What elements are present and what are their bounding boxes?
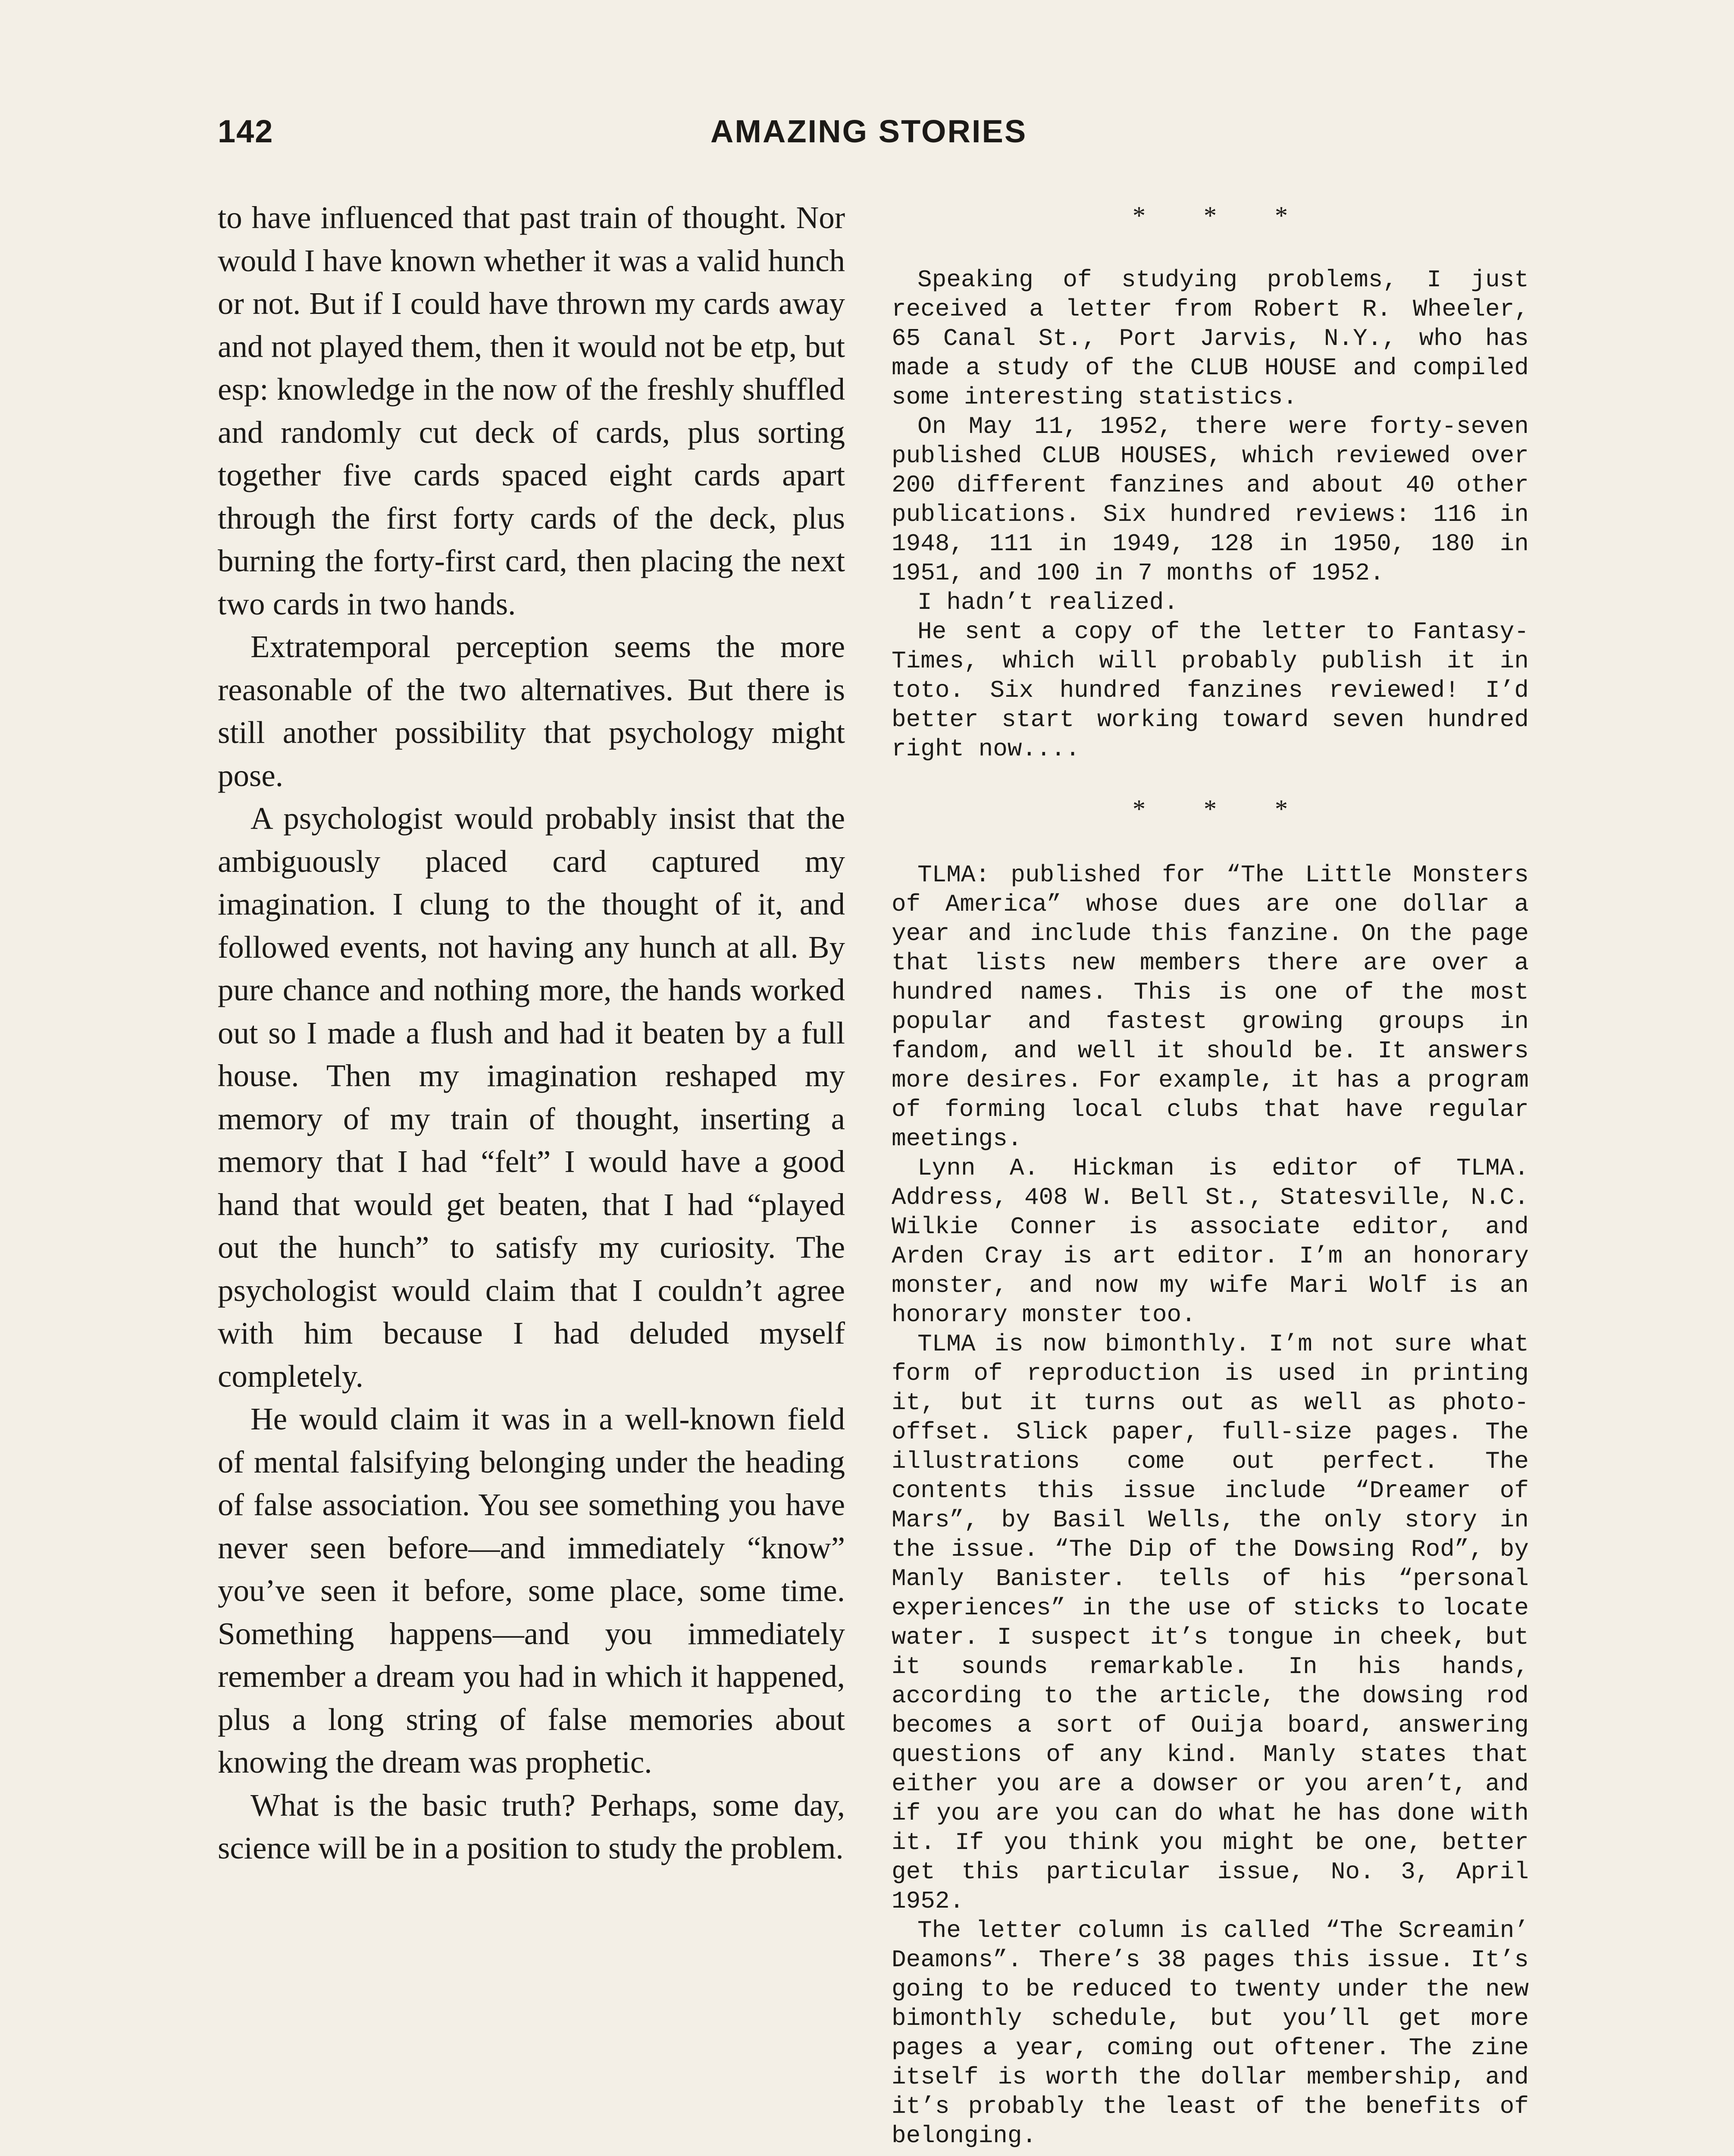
paragraph: On May 11, 1952, there were forty-seven published CLUB HOUSES, which reviewed over 200 different fanzines and about 40 other publications. Six hundred reviews: 116 in 1948, 111 in 1949, 128 in 1950, 180 in 1951, and 100 in 7 months of 1952. xyxy=(892,413,1529,587)
paragraph: TLMA is now bimonthly. I’m not sure what form of reproduction is used in printing it, but it turns out as well as photo-offset. Slick paper, full-size pages. The illustrations come out perfect. The contents this issue include “Dreamer of Mars”, by Basil Wells, the only story in the issue. “The Dip of the Dowsing Rod”, by Manly Banister. tells of his “personal experiences” in the use of sticks to locate water. I suspect it’s tongue in cheek, but it sounds remarkable. In his hands, according to the article, the dowsing rod becomes a sort of Ouija board, answering questions of any kind. Manly states that either you are a dowser or you aren’t, and if you are you can do what he has done with it. If you think you might be one, better get this particular issue, No. 3, April 1952. xyxy=(892,1330,1529,1915)
page-number: 142 xyxy=(218,113,274,149)
paragraph: The letter column is called “The Screamin’ Deamons”. There’s 38 pages this issue. It’s going to be reduced to twenty under the new bimonthly schedule, but you’ll get more pages a year, coming out oftener. The zine itself is worth the dollar membership, and it’s probably the least of the benefits of belonging. xyxy=(892,1917,1529,2150)
paragraph: Speaking of studying problems, I just received a letter from Robert R. Wheeler, 65 Canal St., Port Jarvis, N.Y., who has made a study of the CLUB HOUSE and compiled some interesting statistics. xyxy=(892,266,1529,411)
page-header xyxy=(218,113,1520,165)
left-column xyxy=(218,196,845,1870)
running-head: AMAZING STORIES xyxy=(710,113,1027,149)
paragraph: to have influenced that past train of thought. Nor would I have known whether it was a valid hunch or not. But if I could have thrown my cards away and not played them, then it would not be etp, but esp: knowledge in the now of the freshly shuffled and randomly cut deck of cards, plus sorting together five cards spaced eight cards apart through the first forty cards of the deck, plus burning the forty-first card, then placing the next two cards in two hands. xyxy=(218,200,845,621)
paragraph: He sent a copy of the letter to Fantasy-Times, which will probably publish it in toto. Six hundred fanzines reviewed! I’d better start working toward seven hundred right now.... xyxy=(892,618,1529,763)
paragraph: A psychologist would probably insist that the ambiguously placed card captured my imagination. I clung to the thought of it, and followed events, not having any hunch at all. By pure chance and nothing more, the hands worked out so I made a flush and had it beaten by a full house. Then my imagination reshaped my memory of my train of thought, inserting a memory that I had “felt” I would have a good hand that would get beaten, that I had “played out the hunch” to satisfy my curiosity. The psychologist would claim that I couldn’t agree with him because I had deluded myself completely. xyxy=(218,801,845,1394)
paragraph: What is the basic truth? Perhaps, some day, science will be in a position to study the problem. xyxy=(218,1787,845,1865)
section-separator: * * * xyxy=(1133,795,1314,823)
right-column xyxy=(892,196,1529,2156)
paragraph: He would claim it was in a well-known field of mental falsifying belonging under the heading of false association. You see something you have never seen before—and immediately “know” you’ve seen it before, some place, some time. Something happens—and you immediately remember a dream you had in which it happened, plus a long string of false memories about knowing the dream was prophetic. xyxy=(218,1401,845,1780)
paragraph: TLMA: published for “The Little Monsters of America” whose dues are one dollar a year and include this fanzine. On the page that lists new members there are over a hundred names. This is one of the most popular and fastest growing groups in fandom, and well it should be. It answers more desires. For example, it has a program of forming local clubs that have regular meetings. xyxy=(892,861,1529,1153)
paragraph: Lynn A. Hickman is editor of TLMA. Address, 408 W. Bell St., Statesville, N.C. Wilkie Conner is associate editor, and Arden Cray is art editor. I’m an honorary monster, and now my wife Mari Wolf is an honorary monster too. xyxy=(892,1154,1529,1329)
paragraph: I hadn’t realized. xyxy=(917,589,1178,616)
section-separator: * * * xyxy=(1133,201,1314,230)
paragraph: Extratemporal perception seems the more reasonable of the two alternatives. But there is still another possibility that psychology might pose. xyxy=(218,629,845,793)
